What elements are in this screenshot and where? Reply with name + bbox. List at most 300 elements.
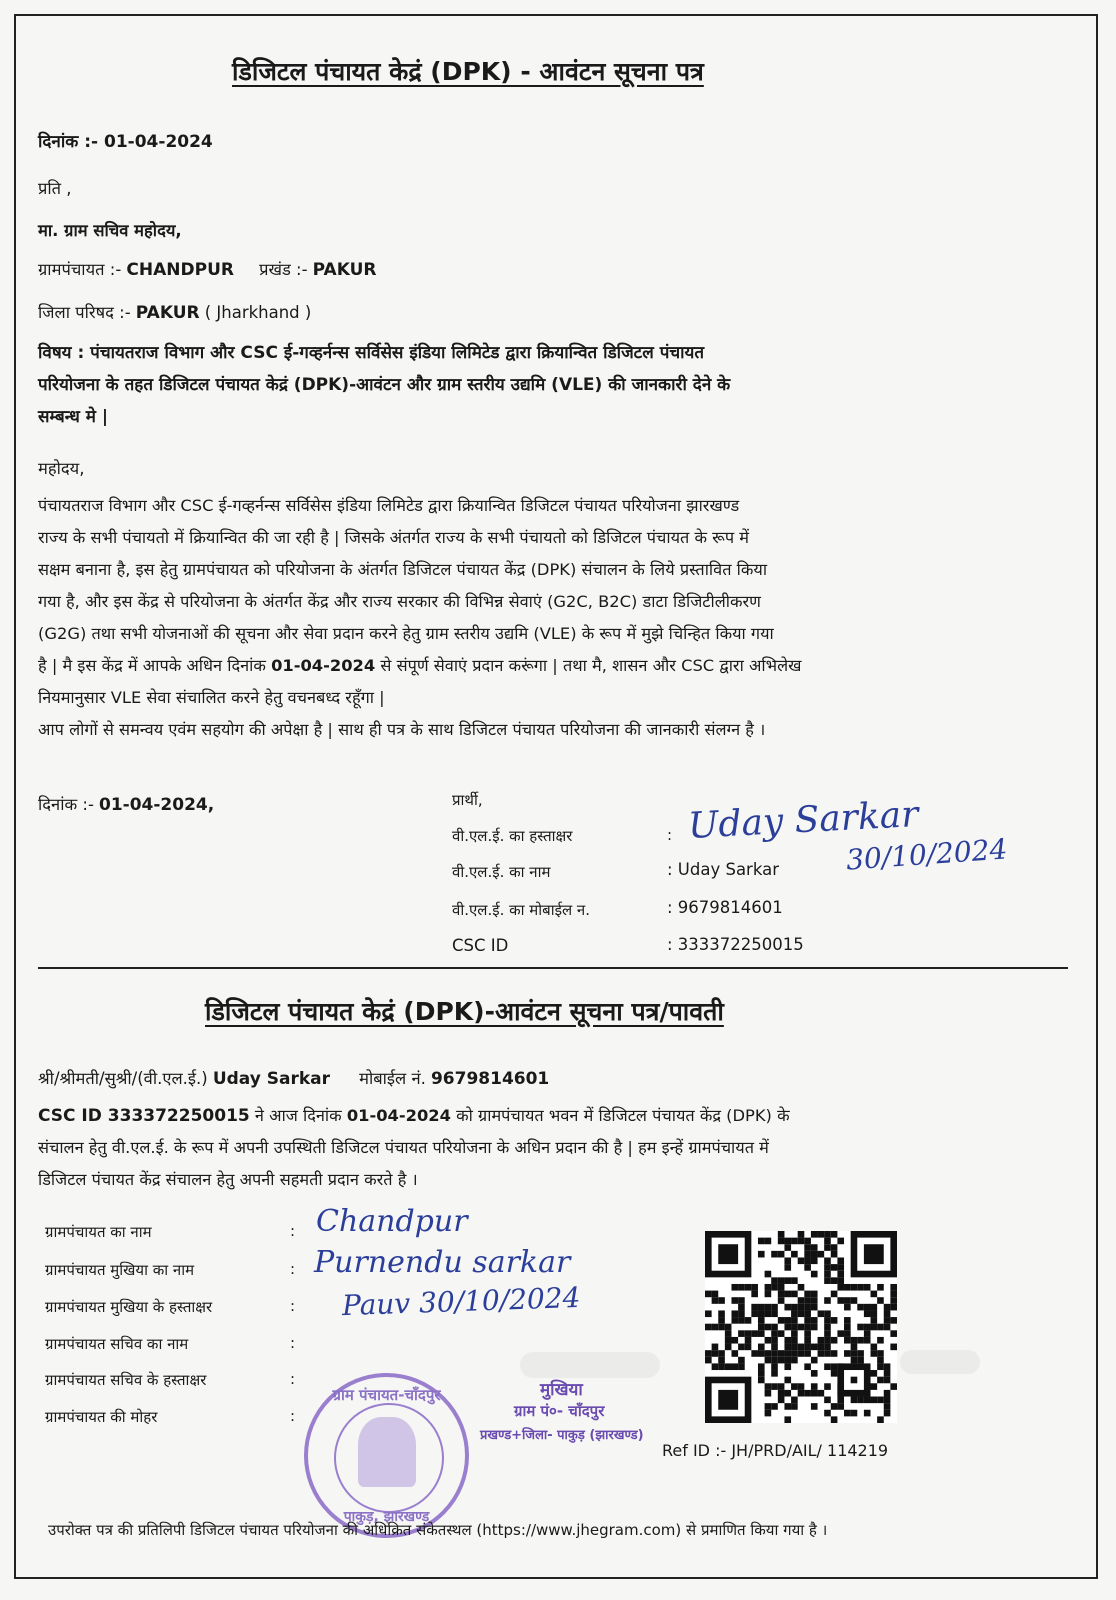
- qr-module: [877, 1377, 884, 1384]
- qr-module: [712, 1297, 719, 1304]
- qr-module: [771, 1251, 778, 1258]
- qr-module: [784, 1291, 791, 1298]
- qr-module: [745, 1284, 752, 1291]
- qr-module: [771, 1324, 778, 1331]
- qr-module: [738, 1363, 745, 1370]
- qr-module: [738, 1330, 745, 1337]
- receipt-line1-date: 01-04-2024: [346, 1106, 451, 1125]
- section-divider: [38, 967, 1068, 969]
- qr-module: [798, 1383, 805, 1390]
- qr-module: [824, 1350, 831, 1357]
- qr-module: [765, 1284, 772, 1291]
- qr-module: [804, 1337, 811, 1344]
- qr-module: [804, 1330, 811, 1337]
- qr-module: [798, 1297, 805, 1304]
- receipt-line: डिजिटल पंचायत केंद्र संचालन हेतु अपनी सहमती प्रदान करते है ।: [38, 1170, 418, 1189]
- qr-module: [784, 1244, 791, 1251]
- qr-module: [771, 1383, 778, 1390]
- qr-module: [884, 1410, 891, 1417]
- qr-module: [758, 1377, 765, 1384]
- qr-module: [791, 1238, 798, 1245]
- qr-module: [877, 1350, 884, 1357]
- vle-mobile-value: : 9679814601: [667, 898, 783, 917]
- qr-module: [837, 1284, 844, 1291]
- qr-module: [791, 1403, 798, 1410]
- gp-block-row: [38, 257, 376, 280]
- receipt-line: [38, 1100, 1078, 1132]
- qr-module: [804, 1390, 811, 1397]
- qr-module: [864, 1330, 871, 1337]
- qr-module: [824, 1257, 831, 1264]
- qr-module: [844, 1317, 851, 1324]
- qr-module: [811, 1390, 818, 1397]
- qr-module: [791, 1277, 798, 1284]
- csc-id-label: CSC ID: [452, 936, 509, 955]
- qr-module: [864, 1284, 871, 1291]
- qr-module: [804, 1363, 811, 1370]
- qr-module: [791, 1324, 798, 1331]
- body-line: राज्य के सभी पंचायतो में क्रियान्वित की जा रही है | जिसके अंतर्गत राज्य के सभी पंचायतो को डिजिटल पंचायत के रूप में: [38, 528, 749, 547]
- qr-module: [804, 1310, 811, 1317]
- qr-module: [871, 1310, 878, 1317]
- qr-module: [804, 1324, 811, 1331]
- qr-module: [778, 1317, 785, 1324]
- qr-module: [771, 1310, 778, 1317]
- qr-module: [837, 1297, 844, 1304]
- qr-module: [871, 1344, 878, 1351]
- qr-module: [778, 1277, 785, 1284]
- qr-module: [811, 1271, 818, 1278]
- qr-module: [804, 1264, 811, 1271]
- qr-module: [804, 1251, 811, 1258]
- qr-module: [837, 1403, 844, 1410]
- receipt-vle-row: [38, 1066, 549, 1089]
- qr-module: [811, 1403, 818, 1410]
- qr-module: [705, 1350, 712, 1357]
- notice-date: दिनांक :- 01-04-2024: [38, 132, 213, 152]
- qr-module: [731, 1337, 738, 1344]
- footer-date-label: दिनांक :-: [38, 795, 94, 814]
- qr-module: [791, 1317, 798, 1324]
- qr-module: [804, 1291, 811, 1298]
- qr-module: [824, 1337, 831, 1344]
- body-line6-start: है | मै इस केंद्र में आपके अधिन दिनांक: [38, 656, 272, 675]
- qr-module: [824, 1383, 831, 1390]
- qr-module: [751, 1291, 758, 1298]
- qr-module: [824, 1244, 831, 1251]
- body-line: नियमानुसार VLE सेवा संचालित करने हेतु वचनबध्द रहूँगा |: [38, 688, 385, 707]
- qr-module: [784, 1317, 791, 1324]
- qr-module: [738, 1310, 745, 1317]
- qr-module: [791, 1330, 798, 1337]
- qr-module: [884, 1403, 891, 1410]
- handwritten-gp-name: Chandpur: [316, 1204, 468, 1239]
- qr-module: [884, 1377, 891, 1384]
- body-line: (G2G) तथा सभी योजनाओं की सूचना और सेवा प्रदान करने हेतु ग्राम स्तरीय उद्यमि (VLE) के रूप में मुझे चिन्हित किया गया: [38, 624, 774, 643]
- qr-module: [851, 1297, 858, 1304]
- qr-module: [831, 1363, 838, 1370]
- qr-module: [844, 1297, 851, 1304]
- qr-module: [791, 1310, 798, 1317]
- qr-module: [784, 1337, 791, 1344]
- qr-module: [765, 1350, 772, 1357]
- qr-module: [738, 1304, 745, 1311]
- qr-module: [751, 1304, 758, 1311]
- district-label: जिला परिषद :-: [38, 303, 131, 322]
- qr-module: [824, 1271, 831, 1278]
- qr-module: [804, 1304, 811, 1311]
- qr-module: [884, 1324, 891, 1331]
- qr-module: [771, 1330, 778, 1337]
- qr-module: [778, 1231, 785, 1238]
- qr-module: [818, 1337, 825, 1344]
- qr-module: [831, 1370, 838, 1377]
- field-colon: :: [290, 1297, 296, 1315]
- qr-module: [725, 1324, 732, 1331]
- qr-module: [765, 1390, 772, 1397]
- qr-module: [765, 1337, 772, 1344]
- qr-module: [857, 1357, 864, 1364]
- qr-module: [811, 1304, 818, 1311]
- qr-module: [718, 1357, 725, 1364]
- receipt-line1-b: को ग्रामपंचायत भवन में डिजिटल पंचायत केंद्र (DPK) के: [450, 1106, 790, 1125]
- state-value: ( Jharkhand ): [204, 303, 312, 322]
- body-line6-end: से संपूर्ण सेवाएं प्रदान करूंगा | तथा मै, शासन और CSC द्वारा अभिलेख: [375, 656, 802, 675]
- qr-module: [784, 1304, 791, 1311]
- qr-module: [718, 1390, 738, 1410]
- receipt-line: संचालन हेतु वी.एल.ई. के रूप में अपनी उपस्थिती डिजिटल पंचायत परियोजना के अधिन प्रदान की है | हम इन्हें ग्रामपंचायत में: [38, 1138, 769, 1157]
- qr-module: [857, 1350, 864, 1357]
- qr-module: [798, 1324, 805, 1331]
- qr-module: [877, 1284, 884, 1291]
- faded-area: [520, 1352, 660, 1378]
- qr-module: [844, 1284, 851, 1291]
- qr-module: [784, 1363, 791, 1370]
- qr-module: [804, 1317, 811, 1324]
- qr-module: [824, 1324, 831, 1331]
- qr-module: [890, 1330, 897, 1337]
- csc-id-value: : 333372250015: [667, 935, 804, 954]
- qr-module: [831, 1277, 838, 1284]
- qr-module: [864, 1410, 871, 1417]
- qr-module: [784, 1416, 791, 1423]
- qr-module: [778, 1350, 785, 1357]
- qr-module: [884, 1370, 891, 1377]
- qr-module: [705, 1310, 712, 1317]
- district-value: PAKUR: [135, 303, 200, 323]
- qr-module: [857, 1284, 864, 1291]
- receipt-csc-id: CSC ID 333372250015: [38, 1106, 250, 1126]
- qr-module: [818, 1231, 825, 1238]
- qr-module: [758, 1330, 765, 1337]
- qr-module: [745, 1317, 752, 1324]
- qr-module: [771, 1370, 778, 1377]
- field-secretary-sign-label: ग्रामपंचायत सचिव के हस्ताक्षर: [45, 1371, 207, 1389]
- field-colon: :: [290, 1260, 296, 1278]
- district-row: [38, 300, 311, 323]
- qr-module: [824, 1231, 831, 1238]
- qr-module: [765, 1304, 772, 1311]
- qr-module: [831, 1291, 838, 1298]
- subject-line: विषय : पंचायतराज विभाग और CSC ई-गव्हर्नन्स सर्विसेस इंडिया लिमिटेड द्वारा क्रियान्वित डिजिटल पंचायत: [38, 343, 705, 363]
- qr-module: [837, 1277, 844, 1284]
- qr-module: [758, 1370, 765, 1377]
- qr-module: [784, 1238, 791, 1245]
- qr-module: [851, 1350, 858, 1357]
- qr-module: [731, 1284, 738, 1291]
- qr-module: [791, 1344, 798, 1351]
- qr-module: [877, 1357, 884, 1364]
- qr-module: [877, 1397, 884, 1404]
- qr-module: [811, 1383, 818, 1390]
- body-line6-date: 01-04-2024: [271, 656, 376, 675]
- qr-module: [778, 1291, 785, 1298]
- qr-module: [718, 1363, 725, 1370]
- qr-module: [778, 1251, 785, 1258]
- mobile-value: 9679814601: [430, 1069, 550, 1089]
- qr-module: [705, 1357, 712, 1364]
- qr-module: [798, 1350, 805, 1357]
- qr-module: [784, 1264, 791, 1271]
- qr-module: [864, 1310, 871, 1317]
- body-line: गया है, और इस केंद्र से परियोजना के अंतर्गत केंद्र और राज्य सरकार की विभिन्न सेवाएं (G2C, B2C) डाटा डिजिटीलीकरण: [38, 592, 761, 611]
- qr-module: [798, 1231, 805, 1238]
- qr-module: [731, 1363, 738, 1370]
- qr-module: [771, 1284, 778, 1291]
- qr-module: [811, 1297, 818, 1304]
- qr-module: [784, 1277, 791, 1284]
- qr-module: [771, 1304, 778, 1311]
- qr-module: [824, 1344, 831, 1351]
- qr-module: [765, 1310, 772, 1317]
- qr-module: [818, 1251, 825, 1258]
- qr-module: [718, 1350, 725, 1357]
- qr-module: [818, 1390, 825, 1397]
- qr-module: [824, 1297, 831, 1304]
- qr-module: [811, 1344, 818, 1351]
- footer-date-value: 01-04-2024,: [99, 795, 215, 815]
- qr-module: [731, 1310, 738, 1317]
- seal-block-district: प्रखण्ड+जिला- पाकुड़ (झारखण्ड): [480, 1428, 644, 1443]
- qr-module: [857, 1397, 864, 1404]
- qr-module: [712, 1324, 719, 1331]
- field-colon: :: [290, 1334, 296, 1352]
- qr-module: [758, 1344, 765, 1351]
- block-value: PAKUR: [312, 260, 377, 280]
- qr-module: [771, 1277, 778, 1284]
- field-colon: :: [290, 1370, 296, 1388]
- qr-module: [884, 1310, 891, 1317]
- qr-module: [871, 1291, 878, 1298]
- qr-module: [784, 1403, 791, 1410]
- qr-module: [871, 1324, 878, 1331]
- qr-module: [824, 1264, 831, 1271]
- qr-module: [778, 1238, 785, 1245]
- qr-module: [884, 1304, 891, 1311]
- qr-module: [890, 1284, 897, 1291]
- notice-addressee: मा. ग्राम सचिव महोदय,: [38, 221, 182, 240]
- qr-module: [890, 1297, 897, 1304]
- qr-module: [811, 1317, 818, 1324]
- qr-module: [831, 1264, 838, 1271]
- vle-sign-label: वी.एल.ई. का हस्ताक्षर: [452, 827, 573, 845]
- qr-module: [731, 1297, 738, 1304]
- qr-module: [738, 1317, 745, 1324]
- qr-module: [791, 1291, 798, 1298]
- qr-module: [824, 1397, 831, 1404]
- qr-module: [831, 1317, 838, 1324]
- qr-module: [791, 1350, 798, 1357]
- qr-module: [765, 1383, 772, 1390]
- field-mukhiya-sign-label: ग्रामपंचायत मुखिया के हस्ताक्षर: [45, 1298, 213, 1316]
- vle-handwritten-date: 30/10/2024: [845, 832, 1009, 877]
- qr-module: [771, 1403, 778, 1410]
- qr-module: [712, 1291, 719, 1298]
- qr-module: [804, 1297, 811, 1304]
- qr-module: [804, 1238, 811, 1245]
- qr-module: [804, 1344, 811, 1351]
- qr-module: [871, 1383, 878, 1390]
- qr-module: [778, 1330, 785, 1337]
- qr-module: [824, 1317, 831, 1324]
- qr-module: [791, 1397, 798, 1404]
- qr-module: [857, 1324, 864, 1331]
- qr-module: [765, 1291, 772, 1298]
- qr-module: [758, 1350, 765, 1357]
- qr-module: [851, 1410, 858, 1417]
- qr-module: [725, 1330, 732, 1337]
- qr-module: [731, 1317, 738, 1324]
- qr-module: [791, 1304, 798, 1311]
- qr-module: [718, 1324, 725, 1331]
- qr-module: [784, 1357, 791, 1364]
- qr-code-icon: [705, 1231, 897, 1423]
- vle-handwritten-signature: Uday Sarkar: [687, 793, 920, 848]
- qr-module: [712, 1350, 719, 1357]
- qr-module: [890, 1344, 897, 1351]
- qr-module: [877, 1337, 884, 1344]
- gp-value: CHANDPUR: [126, 260, 234, 280]
- qr-module: [738, 1284, 745, 1291]
- qr-module: [751, 1284, 758, 1291]
- qr-module: [837, 1397, 844, 1404]
- qr-module: [784, 1377, 791, 1384]
- qr-module: [851, 1377, 858, 1384]
- qr-module: [765, 1324, 772, 1331]
- round-seal-stamp: [304, 1373, 469, 1538]
- qr-module: [857, 1304, 864, 1311]
- body-line: [38, 650, 1078, 682]
- qr-module: [831, 1244, 838, 1251]
- qr-module: [738, 1344, 745, 1351]
- stamp-top-text: ग्राम पंचायत-चाँदपुर: [332, 1386, 441, 1404]
- qr-module: [778, 1383, 785, 1390]
- field-colon: :: [290, 1407, 296, 1425]
- qr-module: [718, 1297, 725, 1304]
- qr-module: [857, 1337, 864, 1344]
- receipt-body: [38, 1100, 1078, 1196]
- qr-module: [831, 1350, 838, 1357]
- field-mukhiya-name-label: ग्रामपंचायत मुखिया का नाम: [45, 1261, 195, 1279]
- qr-module: [871, 1317, 878, 1324]
- qr-module: [771, 1350, 778, 1357]
- qr-module: [804, 1350, 811, 1357]
- body-line: सक्षम बनाना है, इस हेतु ग्रामपंचायत को परियोजना के अंतर्गत डिजिटल पंचायत केंद्र (DPK) संचालन के लिये प्रस्तावित किया: [38, 560, 768, 579]
- field-gp-name-label: ग्रामपंचायत का नाम: [45, 1223, 152, 1241]
- qr-module: [784, 1390, 791, 1397]
- qr-module: [824, 1410, 831, 1417]
- notice-to: प्रति ,: [38, 179, 72, 198]
- qr-module: [831, 1231, 838, 1238]
- stamp-bottom-text: पाकुड़, झारखण्ड: [343, 1509, 430, 1525]
- qr-module: [811, 1324, 818, 1331]
- qr-module: [851, 1397, 858, 1404]
- qr-module: [798, 1390, 805, 1397]
- qr-module: [765, 1357, 772, 1364]
- qr-module: [718, 1310, 725, 1317]
- qr-module: [811, 1357, 818, 1364]
- qr-module: [851, 1284, 858, 1291]
- qr-module: [864, 1324, 871, 1331]
- qr-module: [784, 1350, 791, 1357]
- qr-module: [771, 1344, 778, 1351]
- qr-module: [890, 1383, 897, 1390]
- qr-module: [705, 1324, 712, 1331]
- field-gp-seal-label: ग्रामपंचायत की मोहर: [45, 1408, 158, 1426]
- qr-module: [765, 1403, 772, 1410]
- qr-module: [844, 1330, 851, 1337]
- qr-module: [758, 1304, 765, 1311]
- qr-module: [851, 1357, 858, 1364]
- qr-module: [765, 1410, 772, 1417]
- shri-label: श्री/श्रीमती/सुश्री/(वी.एल.ई.): [38, 1069, 208, 1088]
- qr-module: [745, 1337, 752, 1344]
- qr-module: [791, 1251, 798, 1258]
- qr-module: [824, 1310, 831, 1317]
- shri-name: Uday Sarkar: [212, 1069, 330, 1089]
- qr-module: [738, 1297, 745, 1304]
- handwritten-mukhiya-signature: Pauv 30/10/2024: [341, 1280, 581, 1323]
- vle-name-label: वी.एल.ई. का नाम: [452, 863, 551, 881]
- qr-module: [824, 1330, 831, 1337]
- qr-module: [864, 1304, 871, 1311]
- qr-module: [851, 1337, 858, 1344]
- salutation: महोदय,: [38, 459, 85, 478]
- qr-module: [771, 1357, 778, 1364]
- qr-module: [864, 1244, 884, 1264]
- qr-module: [890, 1291, 897, 1298]
- seal-gram-panchayat: ग्राम पं०- चाँदपुर: [514, 1402, 605, 1420]
- qr-module: [837, 1238, 844, 1245]
- applicant-label: प्रार्थी,: [452, 791, 483, 809]
- qr-module: [877, 1416, 884, 1423]
- qr-module: [831, 1337, 838, 1344]
- footer-date: [38, 792, 214, 815]
- seal-mukhiya: मुखिया: [540, 1380, 583, 1400]
- ref-id: Ref ID :- JH/PRD/AIL/ 114219: [662, 1441, 889, 1460]
- qr-module: [884, 1317, 891, 1324]
- qr-module: [745, 1330, 752, 1337]
- qr-module: [778, 1297, 785, 1304]
- qr-module: [877, 1324, 884, 1331]
- qr-module: [864, 1397, 871, 1404]
- qr-module: [745, 1344, 752, 1351]
- subject-line: परियोजना के तहत डिजिटल पंचायत केद्रं (DPK)-आवंटन और ग्राम स्तरीय उद्यमि (VLE) की जानकारी देने के: [38, 375, 731, 395]
- qr-module: [778, 1397, 785, 1404]
- qr-module: [712, 1363, 719, 1370]
- qr-module: [837, 1257, 844, 1264]
- subject: [38, 337, 1068, 433]
